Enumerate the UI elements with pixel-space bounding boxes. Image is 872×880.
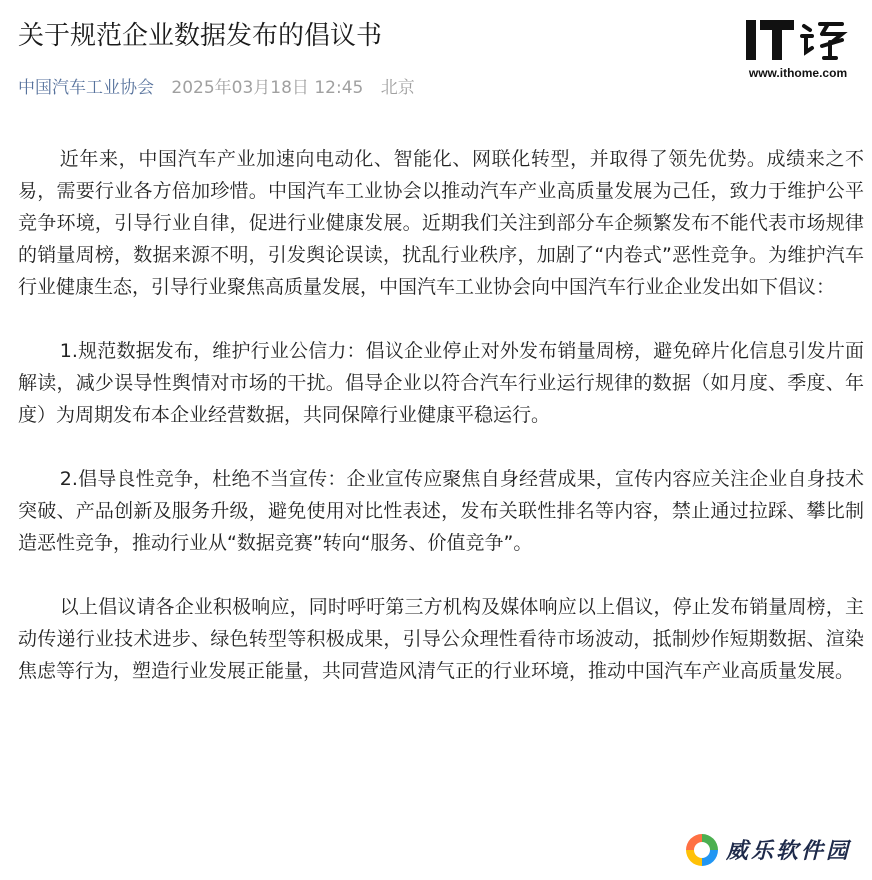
article-paragraph: 近年来，中国汽车产业加速向电动化、智能化、网联化转型，并取得了领先优势。成绩来之不易，需要行业各方倍加珍惜。中国汽车工业协会以推动汽车产业高质量发展为己任，致力于维护公平竞争环境，引导行业自律，促进行业健康发展。近期我们关注到部分车企频繁发布不能代表市场规律的销量周榜，数据来源不明，引发舆论误读，扰乱行业秩序，加剧了“内卷式”恶性竞争。为维护汽车行业健康生态，引导行业聚焦高质量发展，中国汽车工业协会向中国汽车行业企业发出如下倡议：	[18, 148, 864, 298]
article-location: 北京	[380, 78, 415, 98]
weile-watermark	[682, 828, 862, 872]
article-meta	[18, 76, 415, 100]
ithome-watermark	[738, 12, 858, 84]
weile-logo-icon	[682, 830, 722, 870]
article-paragraph: 1.规范数据发布，维护行业公信力：倡议企业停止对外发布销量周榜，避免碎片化信息引发片面解读，减少误导性舆情对市场的干扰。倡导企业以符合汽车行业运行规律的数据（如月度、季度、年度）为周期发布本企业经营数据，共同保障行业健康平稳运行。	[18, 340, 864, 426]
article-time: 2025年03月18日 12:45	[171, 78, 364, 98]
weile-logo-text: 威乐软件园	[726, 838, 852, 864]
article-title: 关于规范企业数据发布的倡议书	[18, 21, 383, 51]
article-paragraph: 2.倡导良性竞争，杜绝不当宣传：企业宣传应聚焦自身经营成果，宣传内容应关注企业自身技术突破、产品创新及服务升级，避免使用对比性表述，发布关联性排名等内容，禁止通过拉踩、攀比制造恶性竞争，推动行业从“数据竞赛”转向“服务、价值竞争”。	[18, 468, 864, 554]
article-source-link[interactable]: 中国汽车工业协会	[18, 78, 154, 98]
ithome-url: www.ithome.com	[748, 66, 848, 80]
article-paragraph: 以上倡议请各企业积极响应，同时呼吁第三方机构及媒体响应以上倡议，停止发布销量周榜，主动传递行业技术进步、绿色转型等积极成果，引导公众理性看待市场波动，抵制炒作短期数据、渲染焦虑等行为，塑造行业发展正能量，共同营造风清气正的行业环境，推动中国汽车产业高质量发展。	[18, 596, 864, 682]
article-body	[18, 143, 864, 719]
ithome-logo-icon	[744, 16, 850, 64]
